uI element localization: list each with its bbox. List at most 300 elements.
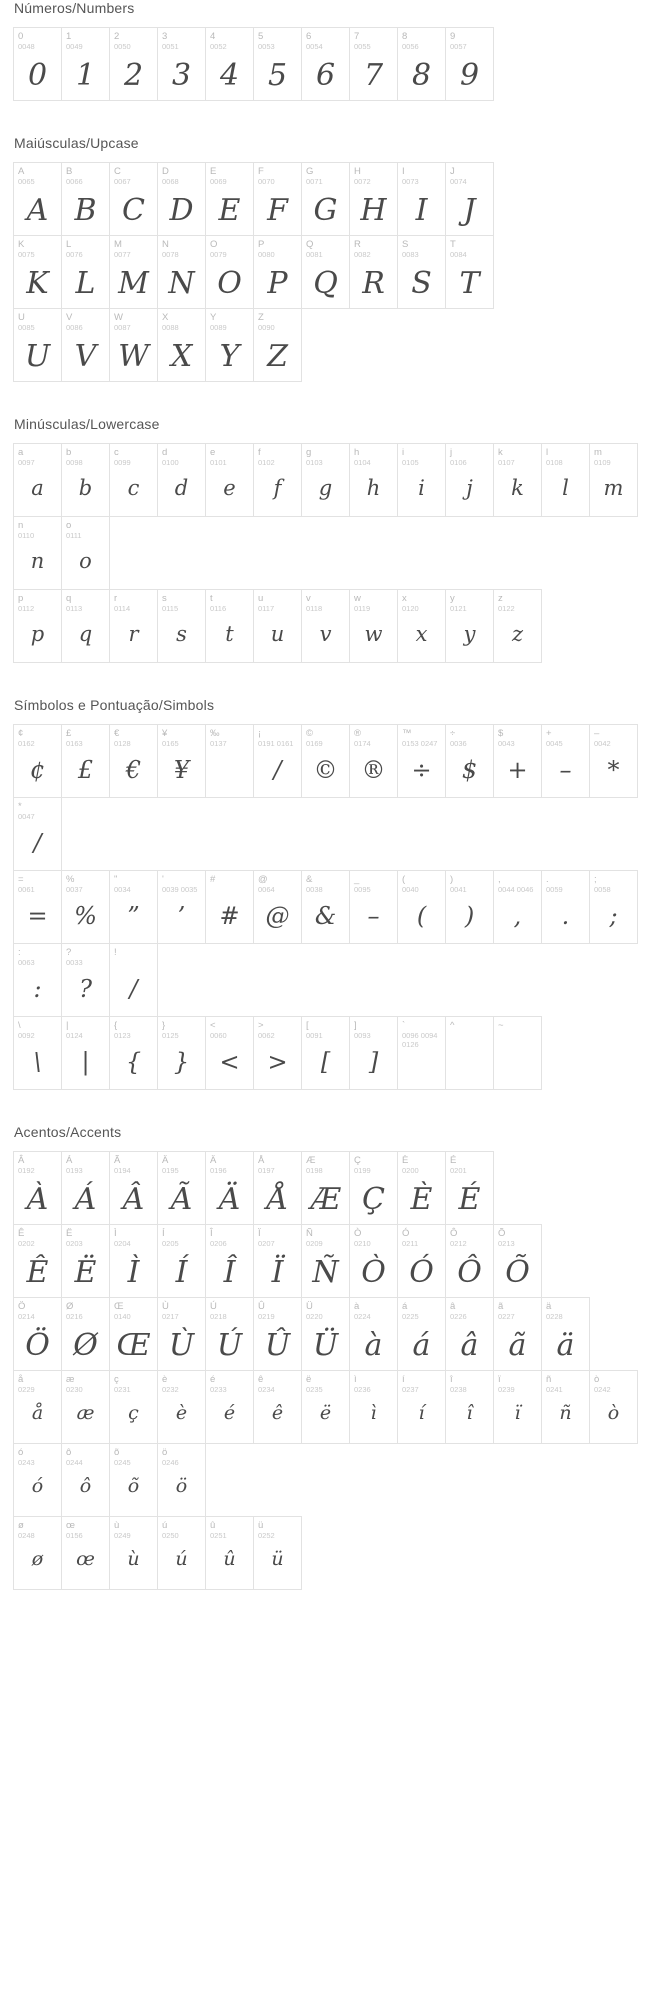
glyph-cell[interactable] <box>157 308 206 382</box>
glyph-code-label: 0062 <box>258 1031 275 1040</box>
glyph-char-label: â <box>450 1301 456 1312</box>
glyph-row <box>14 28 644 101</box>
glyph-code-label: 0090 <box>258 323 275 332</box>
glyph-cell[interactable] <box>205 27 254 101</box>
glyph-cell[interactable] <box>13 797 62 871</box>
glyph-cell[interactable] <box>157 27 206 101</box>
glyph-cell[interactable] <box>205 1016 254 1090</box>
glyph-char-label: ] <box>354 1020 357 1031</box>
glyph-preview: ó <box>31 1475 44 1497</box>
glyph-preview: d <box>174 476 189 500</box>
glyph-char-label: ó <box>18 1447 24 1458</box>
glyph-char-label: È <box>402 1155 409 1166</box>
glyph-cell[interactable] <box>61 1016 110 1090</box>
glyph-cell[interactable] <box>253 1370 302 1444</box>
glyph-preview: u <box>270 622 285 646</box>
glyph-cell[interactable] <box>157 443 206 517</box>
glyph-cell[interactable] <box>253 724 302 798</box>
glyph-cell[interactable] <box>13 1297 62 1371</box>
glyph-row <box>14 309 644 382</box>
glyph-cell[interactable] <box>253 235 302 309</box>
glyph-char-label: v <box>306 593 311 604</box>
glyph-section-symbols <box>0 697 661 1090</box>
glyph-cell[interactable] <box>109 1224 158 1298</box>
glyph-code-label: 0214 <box>18 1312 35 1321</box>
glyph-cell[interactable] <box>109 1297 158 1371</box>
glyph-cell[interactable] <box>157 870 206 944</box>
glyph-cell[interactable] <box>253 443 302 517</box>
glyph-preview: É <box>458 1182 481 1217</box>
glyph-cell[interactable] <box>301 724 350 798</box>
glyph-cell[interactable] <box>253 308 302 382</box>
glyph-cell[interactable] <box>349 1224 398 1298</box>
glyph-char-label: \ <box>18 1020 21 1031</box>
glyph-char-label: Y <box>210 312 217 323</box>
glyph-cell[interactable] <box>157 1516 206 1590</box>
glyph-char-label: [ <box>306 1020 309 1031</box>
glyph-preview: æ <box>76 1402 95 1424</box>
glyph-cell[interactable] <box>493 1370 542 1444</box>
glyph-cell[interactable] <box>61 1224 110 1298</box>
glyph-code-label: 0089 <box>210 323 227 332</box>
glyph-preview: 2 <box>123 58 144 93</box>
glyph-cell[interactable] <box>589 443 638 517</box>
glyph-cell[interactable] <box>157 1151 206 1225</box>
glyph-code-label: 0098 <box>66 458 83 467</box>
glyph-preview: K <box>26 266 49 301</box>
glyph-cell[interactable] <box>445 870 494 944</box>
glyph-preview: 4 <box>219 58 240 93</box>
glyph-cell[interactable] <box>61 724 110 798</box>
glyph-cell[interactable] <box>157 1016 206 1090</box>
glyph-cell[interactable] <box>205 1224 254 1298</box>
glyph-char-label: ` <box>402 1020 406 1031</box>
glyph-code-label: 0085 <box>18 323 35 332</box>
glyph-char-label: + <box>546 728 552 739</box>
glyph-char-label: b <box>66 447 72 458</box>
glyph-preview: # <box>219 902 240 930</box>
glyph-preview: Ò <box>361 1255 386 1290</box>
glyph-cell[interactable] <box>61 162 110 236</box>
glyph-char-label: ¡ <box>258 728 262 739</box>
glyph-code-label: 0043 <box>498 739 515 748</box>
glyph-char-label: ~ <box>498 1020 504 1031</box>
glyph-char-label: ö <box>162 1447 168 1458</box>
glyph-cell[interactable] <box>349 1016 398 1090</box>
glyph-cell[interactable] <box>253 589 302 663</box>
glyph-char-label: ™ <box>402 728 412 739</box>
glyph-code-label: 0044 0046 <box>498 885 534 894</box>
glyph-cell[interactable] <box>157 1370 206 1444</box>
glyph-cell[interactable] <box>493 1297 542 1371</box>
glyph-cell[interactable] <box>157 1297 206 1371</box>
glyph-cell[interactable] <box>61 589 110 663</box>
glyph-cell[interactable] <box>253 1224 302 1298</box>
glyph-char-label: c <box>114 447 119 458</box>
glyph-preview: Z <box>267 339 288 374</box>
glyph-preview: b <box>78 476 93 500</box>
glyph-cell[interactable] <box>301 443 350 517</box>
glyph-cell[interactable] <box>301 870 350 944</box>
glyph-preview: A <box>26 193 49 228</box>
glyph-preview: ¢ <box>29 756 46 784</box>
glyph-cell[interactable] <box>349 162 398 236</box>
glyph-cell[interactable] <box>445 724 494 798</box>
glyph-row <box>14 871 644 1017</box>
glyph-preview: r <box>128 622 139 646</box>
glyph-cell[interactable] <box>397 162 446 236</box>
glyph-cell[interactable] <box>109 308 158 382</box>
glyph-preview: v <box>319 622 332 646</box>
glyph-code-label: 0229 <box>18 1385 35 1394</box>
glyph-cell[interactable] <box>61 1516 110 1590</box>
glyph-char-label: ô <box>66 1447 72 1458</box>
glyph-cell[interactable] <box>157 1443 206 1517</box>
glyph-cell[interactable] <box>349 1370 398 1444</box>
glyph-code-label: 0119 <box>354 604 371 613</box>
glyph-preview: – <box>559 756 572 784</box>
glyph-char-label: Î <box>210 1228 213 1239</box>
glyph-cell[interactable] <box>445 1224 494 1298</box>
glyph-preview: é <box>223 1402 236 1424</box>
glyph-cell[interactable] <box>589 724 638 798</box>
glyph-preview: R <box>362 266 385 301</box>
glyph-cell[interactable] <box>13 443 62 517</box>
glyph-preview: D <box>169 193 194 228</box>
glyph-cell[interactable] <box>349 443 398 517</box>
glyph-cell[interactable] <box>253 870 302 944</box>
glyph-code-label: 0057 <box>450 42 467 51</box>
glyph-cell[interactable] <box>253 1516 302 1590</box>
glyph-preview: Ã <box>170 1182 193 1217</box>
glyph-char-label: Í <box>162 1228 165 1239</box>
glyph-cell[interactable] <box>205 1151 254 1225</box>
glyph-cell[interactable] <box>397 589 446 663</box>
glyph-code-label: 0105 <box>402 458 419 467</box>
glyph-preview: Ù <box>168 1328 195 1363</box>
glyph-char-label: T <box>450 239 456 250</box>
glyph-cell[interactable] <box>301 1224 350 1298</box>
glyph-preview: ; <box>609 902 618 930</box>
glyph-cell[interactable] <box>493 724 542 798</box>
glyph-code-label: 0061 <box>18 885 35 894</box>
glyph-code-label: 0091 <box>306 1031 323 1040</box>
glyph-cell[interactable] <box>61 943 110 1017</box>
glyph-code-label: 0217 <box>162 1312 179 1321</box>
glyph-cell[interactable] <box>397 1224 446 1298</box>
glyph-preview: ü <box>271 1548 284 1570</box>
glyph-cell[interactable] <box>13 1224 62 1298</box>
glyph-code-label: 0233 <box>210 1385 227 1394</box>
glyph-code-label: 0207 <box>258 1239 275 1248</box>
glyph-char-label: £ <box>66 728 72 739</box>
glyph-cell[interactable] <box>61 27 110 101</box>
glyph-cell[interactable] <box>493 589 542 663</box>
glyph-preview: Ô <box>457 1255 482 1290</box>
glyph-cell[interactable] <box>445 1151 494 1225</box>
glyph-cell[interactable] <box>445 1016 494 1090</box>
glyph-cell[interactable] <box>349 589 398 663</box>
glyph-cell[interactable] <box>61 1297 110 1371</box>
glyph-cell[interactable] <box>61 870 110 944</box>
glyph-char-label: Ê <box>18 1228 25 1239</box>
glyph-code-label: 0104 <box>354 458 371 467</box>
glyph-cell[interactable] <box>445 589 494 663</box>
glyph-cell[interactable] <box>445 162 494 236</box>
glyph-preview: û <box>223 1548 236 1570</box>
glyph-cell[interactable] <box>349 1297 398 1371</box>
glyph-cell[interactable] <box>109 589 158 663</box>
glyph-cell[interactable] <box>205 308 254 382</box>
glyph-code-label: 0108 <box>546 458 563 467</box>
glyph-cell[interactable] <box>61 235 110 309</box>
glyph-char-label: ) <box>450 874 454 885</box>
glyph-cell[interactable] <box>205 1297 254 1371</box>
glyph-code-label: 0073 <box>402 177 419 186</box>
glyph-cell[interactable] <box>301 1370 350 1444</box>
glyph-cell[interactable] <box>253 162 302 236</box>
glyph-char-label: Ì <box>114 1228 117 1239</box>
glyph-preview: ç <box>128 1402 139 1424</box>
glyph-cell[interactable] <box>109 1516 158 1590</box>
glyph-cell[interactable] <box>157 724 206 798</box>
glyph-cell[interactable] <box>541 1370 590 1444</box>
glyph-cell[interactable] <box>253 27 302 101</box>
glyph-code-label: 0079 <box>210 250 227 259</box>
glyph-cell[interactable] <box>253 1016 302 1090</box>
glyph-cell[interactable] <box>397 1151 446 1225</box>
glyph-cell[interactable] <box>397 1297 446 1371</box>
glyph-cell[interactable] <box>493 443 542 517</box>
glyph-cell[interactable] <box>205 162 254 236</box>
glyph-cell[interactable] <box>205 724 254 798</box>
glyph-cell[interactable] <box>445 235 494 309</box>
glyph-cell[interactable] <box>445 443 494 517</box>
glyph-cell[interactable] <box>13 516 62 590</box>
glyph-cell[interactable] <box>493 870 542 944</box>
glyph-cell[interactable] <box>13 1370 62 1444</box>
glyph-cell[interactable] <box>397 870 446 944</box>
glyph-code-label: 0212 <box>450 1239 467 1248</box>
glyph-cell[interactable] <box>445 27 494 101</box>
glyph-cell[interactable] <box>61 516 110 590</box>
glyph-cell[interactable] <box>13 943 62 1017</box>
glyph-code-label: 0047 <box>18 812 35 821</box>
glyph-char-label: Û <box>258 1301 265 1312</box>
glyph-cell[interactable] <box>61 1370 110 1444</box>
glyph-cell[interactable] <box>13 1516 62 1590</box>
glyph-char-label: ? <box>66 947 72 958</box>
glyph-preview: w <box>364 622 383 646</box>
glyph-cell[interactable] <box>13 870 62 944</box>
glyph-code-label: 0128 <box>114 739 131 748</box>
glyph-preview: Ë <box>74 1255 97 1290</box>
glyph-cell[interactable] <box>109 870 158 944</box>
glyph-cell[interactable] <box>109 1016 158 1090</box>
glyph-cell[interactable] <box>157 162 206 236</box>
glyph-cell[interactable] <box>493 1224 542 1298</box>
glyph-cell[interactable] <box>397 1016 446 1090</box>
glyph-cell[interactable] <box>349 235 398 309</box>
glyph-char-label: * <box>18 801 22 812</box>
glyph-preview: Á <box>74 1182 97 1217</box>
glyph-cell[interactable] <box>253 1297 302 1371</box>
glyph-cell[interactable] <box>61 443 110 517</box>
glyph-cell[interactable] <box>109 162 158 236</box>
glyph-cell[interactable] <box>445 1297 494 1371</box>
glyph-cell[interactable] <box>301 27 350 101</box>
glyph-cell[interactable] <box>253 1151 302 1225</box>
glyph-cell[interactable] <box>349 1151 398 1225</box>
glyph-cell[interactable] <box>301 235 350 309</box>
glyph-cell[interactable] <box>109 1443 158 1517</box>
glyph-cell[interactable] <box>589 1370 638 1444</box>
glyph-preview: á <box>412 1328 431 1363</box>
glyph-preview: è <box>175 1402 188 1424</box>
glyph-cell[interactable] <box>13 724 62 798</box>
glyph-preview: ÷ <box>411 756 432 784</box>
glyph-cell[interactable] <box>109 1151 158 1225</box>
glyph-cell[interactable] <box>541 724 590 798</box>
glyph-cell[interactable] <box>493 1016 542 1090</box>
glyph-code-label: 0075 <box>18 250 35 259</box>
glyph-cell[interactable] <box>13 589 62 663</box>
glyph-cell[interactable] <box>301 162 350 236</box>
glyph-cell[interactable] <box>13 27 62 101</box>
glyph-cell[interactable] <box>301 1016 350 1090</box>
glyph-preview: ô <box>79 1475 92 1497</box>
glyph-code-label: 0245 <box>114 1458 131 1467</box>
glyph-cell[interactable] <box>397 1370 446 1444</box>
glyph-cell[interactable] <box>301 589 350 663</box>
glyph-cell[interactable] <box>109 27 158 101</box>
glyph-cell[interactable] <box>61 1151 110 1225</box>
glyph-char-label: É <box>450 1155 457 1166</box>
glyph-code-label: 0054 <box>306 42 323 51</box>
glyph-char-label: F <box>258 166 264 177</box>
glyph-char-label: æ <box>66 1374 75 1385</box>
glyph-cell[interactable] <box>205 443 254 517</box>
glyph-preview: 3 <box>171 58 192 93</box>
glyph-cell[interactable] <box>541 1297 590 1371</box>
glyph-cell[interactable] <box>397 724 446 798</box>
glyph-cell[interactable] <box>541 870 590 944</box>
glyph-code-label: 0244 <box>66 1458 83 1467</box>
glyph-cell[interactable] <box>109 943 158 1017</box>
glyph-char-label: 8 <box>402 31 408 42</box>
glyph-cell[interactable] <box>349 870 398 944</box>
glyph-char-label: L <box>66 239 72 250</box>
glyph-row <box>14 1225 644 1298</box>
glyph-char-label: è <box>162 1374 168 1385</box>
glyph-cell[interactable] <box>349 724 398 798</box>
glyph-char-label: S <box>402 239 409 250</box>
glyph-code-label: 0097 <box>18 458 35 467</box>
glyph-cell[interactable] <box>397 443 446 517</box>
glyph-preview: î <box>466 1402 473 1424</box>
glyph-preview: @ <box>265 902 290 930</box>
glyph-char-label: m <box>594 447 602 458</box>
glyph-cell[interactable] <box>61 308 110 382</box>
glyph-char-label: Ö <box>18 1301 26 1312</box>
glyph-char-label: î <box>450 1374 453 1385</box>
glyph-preview: ® <box>361 756 386 784</box>
glyph-cell[interactable] <box>397 235 446 309</box>
glyph-preview: Ä <box>218 1182 241 1217</box>
glyph-cell[interactable] <box>301 1297 350 1371</box>
glyph-preview: / <box>273 756 282 784</box>
glyph-code-label: 0193 <box>66 1166 83 1175</box>
glyph-cell[interactable] <box>13 1443 62 1517</box>
glyph-char-label: : <box>18 947 21 958</box>
glyph-cell[interactable] <box>589 870 638 944</box>
glyph-cell[interactable] <box>109 724 158 798</box>
glyph-char-label: Ñ <box>306 1228 313 1239</box>
glyph-cell[interactable] <box>541 443 590 517</box>
glyph-preview: ê <box>271 1402 284 1424</box>
glyph-char-label: P <box>258 239 265 250</box>
glyph-preview: Ç <box>362 1182 385 1217</box>
glyph-preview: / <box>129 975 138 1003</box>
glyph-row <box>14 590 644 663</box>
glyph-code-label: 0246 <box>162 1458 179 1467</box>
glyph-cell[interactable] <box>205 1516 254 1590</box>
glyph-cell[interactable] <box>13 235 62 309</box>
glyph-char-label: Ò <box>354 1228 362 1239</box>
glyph-cell[interactable] <box>445 1370 494 1444</box>
glyph-char-label: = <box>18 874 24 885</box>
glyph-char-label: – <box>594 728 600 739</box>
glyph-char-label: , <box>498 874 501 885</box>
glyph-cell[interactable] <box>109 1370 158 1444</box>
glyph-preview: Î <box>223 1255 236 1290</box>
glyph-preview: X <box>170 339 193 374</box>
glyph-cell[interactable] <box>301 1151 350 1225</box>
glyph-cell[interactable] <box>13 308 62 382</box>
glyph-cell[interactable] <box>109 235 158 309</box>
glyph-preview: C <box>122 193 145 228</box>
glyph-code-label: 0213 <box>498 1239 515 1248</box>
glyph-preview: e <box>223 476 236 500</box>
glyph-cell[interactable] <box>13 162 62 236</box>
glyph-cell[interactable] <box>349 27 398 101</box>
glyph-char-label: r <box>114 593 118 604</box>
glyph-cell[interactable] <box>397 27 446 101</box>
glyph-cell[interactable] <box>205 870 254 944</box>
glyph-cell[interactable] <box>157 589 206 663</box>
glyph-char-label: p <box>18 593 24 604</box>
glyph-char-label: s <box>162 593 167 604</box>
glyph-preview: ä <box>556 1328 575 1363</box>
glyph-cell[interactable] <box>205 1370 254 1444</box>
glyph-preview: Í <box>175 1255 188 1290</box>
glyph-code-label: 0068 <box>162 177 179 186</box>
glyph-char-label: ã <box>498 1301 504 1312</box>
glyph-char-label: Ä <box>210 1155 217 1166</box>
glyph-cell[interactable] <box>205 235 254 309</box>
glyph-cell[interactable] <box>205 589 254 663</box>
glyph-cell[interactable] <box>61 1443 110 1517</box>
glyph-preview: O <box>217 266 242 301</box>
glyph-cell[interactable] <box>109 443 158 517</box>
glyph-cell[interactable] <box>13 1151 62 1225</box>
glyph-cell[interactable] <box>13 1016 62 1090</box>
glyph-cell[interactable] <box>157 235 206 309</box>
glyph-cell[interactable] <box>157 1224 206 1298</box>
glyph-code-label: 0033 <box>66 958 83 967</box>
glyph-code-label: 0069 <box>210 177 227 186</box>
glyph-preview: õ <box>127 1475 140 1497</box>
